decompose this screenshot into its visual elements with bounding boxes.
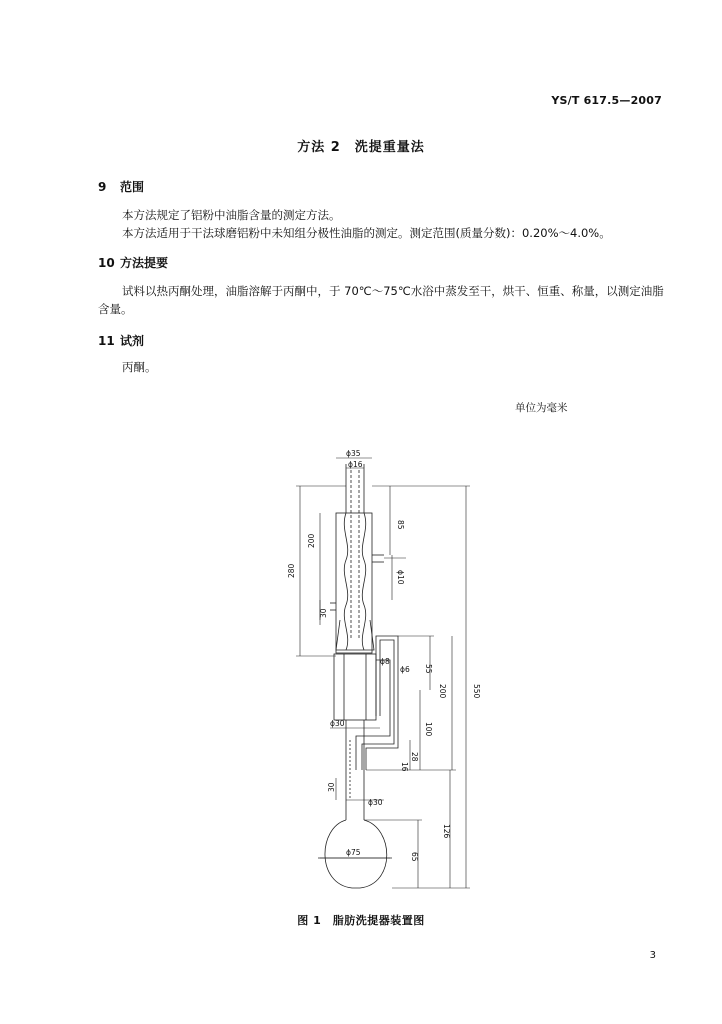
extraction-chamber bbox=[334, 654, 376, 720]
dim-label: 200 bbox=[438, 684, 447, 699]
section-heading-text: 范围 bbox=[120, 180, 145, 194]
section-heading-text: 试剂 bbox=[120, 334, 145, 348]
dim-label: ϕ30 bbox=[368, 798, 383, 807]
paragraph: 试料以热丙酮处理，油脂溶解于丙酮中，于 70℃～75℃水浴中蒸发至干，烘干、恒重、称量，以测定油脂含量。 bbox=[98, 284, 664, 316]
section-number: 11 bbox=[98, 334, 115, 348]
dim-label: 65 bbox=[410, 852, 419, 862]
dim-label: ϕ30 bbox=[330, 719, 345, 728]
dim-label: ϕ75 bbox=[346, 848, 361, 857]
dim-label: 30 bbox=[319, 608, 328, 618]
dim-label: 200 bbox=[307, 533, 316, 548]
paragraph: 本方法规定了铝粉中油脂含量的测定方法。 bbox=[122, 208, 341, 222]
page-number: 3 bbox=[649, 950, 656, 961]
dim-label: ϕ10 bbox=[396, 570, 405, 585]
dim-label: ϕ16 bbox=[348, 460, 363, 469]
dim-label: 30 bbox=[327, 782, 336, 792]
paragraph: 本方法适用于干法球磨铝粉中未知组分极性油脂的测定。测定范围(质量分数)：0.20%～4.0%。 bbox=[122, 226, 611, 240]
method-title: 方法 2 洗提重量法 bbox=[297, 140, 425, 155]
figure-caption: 图 1 脂肪洗提器装置图 bbox=[297, 914, 425, 927]
section-heading-text: 方法提要 bbox=[120, 256, 169, 270]
condenser-coil-left bbox=[344, 513, 347, 650]
condenser-jacket bbox=[336, 513, 372, 653]
dim-label: 280 bbox=[287, 563, 296, 578]
dim-label: 28 bbox=[410, 752, 419, 762]
dim-label: 55 bbox=[424, 664, 433, 674]
dim-label: 16 bbox=[400, 762, 409, 772]
dim-label: ϕ8 bbox=[380, 657, 390, 666]
section-number: 10 bbox=[98, 256, 115, 270]
condenser-coil-right bbox=[362, 513, 365, 650]
dim-label: 85 bbox=[396, 520, 405, 530]
standard-number: YS/T 617.5—2007 bbox=[551, 94, 662, 107]
paragraph: 丙酮。 bbox=[122, 360, 157, 374]
dim-label: 126 bbox=[442, 824, 451, 839]
dim-label: 100 bbox=[424, 722, 433, 737]
unit-note: 单位为毫米 bbox=[515, 402, 568, 414]
dim-label: ϕ35 bbox=[346, 449, 361, 458]
section-number: 9 bbox=[98, 180, 107, 194]
dim-label: 550 bbox=[472, 684, 481, 699]
dim-label: ϕ6 bbox=[400, 665, 410, 674]
vapour-tube bbox=[356, 660, 390, 770]
